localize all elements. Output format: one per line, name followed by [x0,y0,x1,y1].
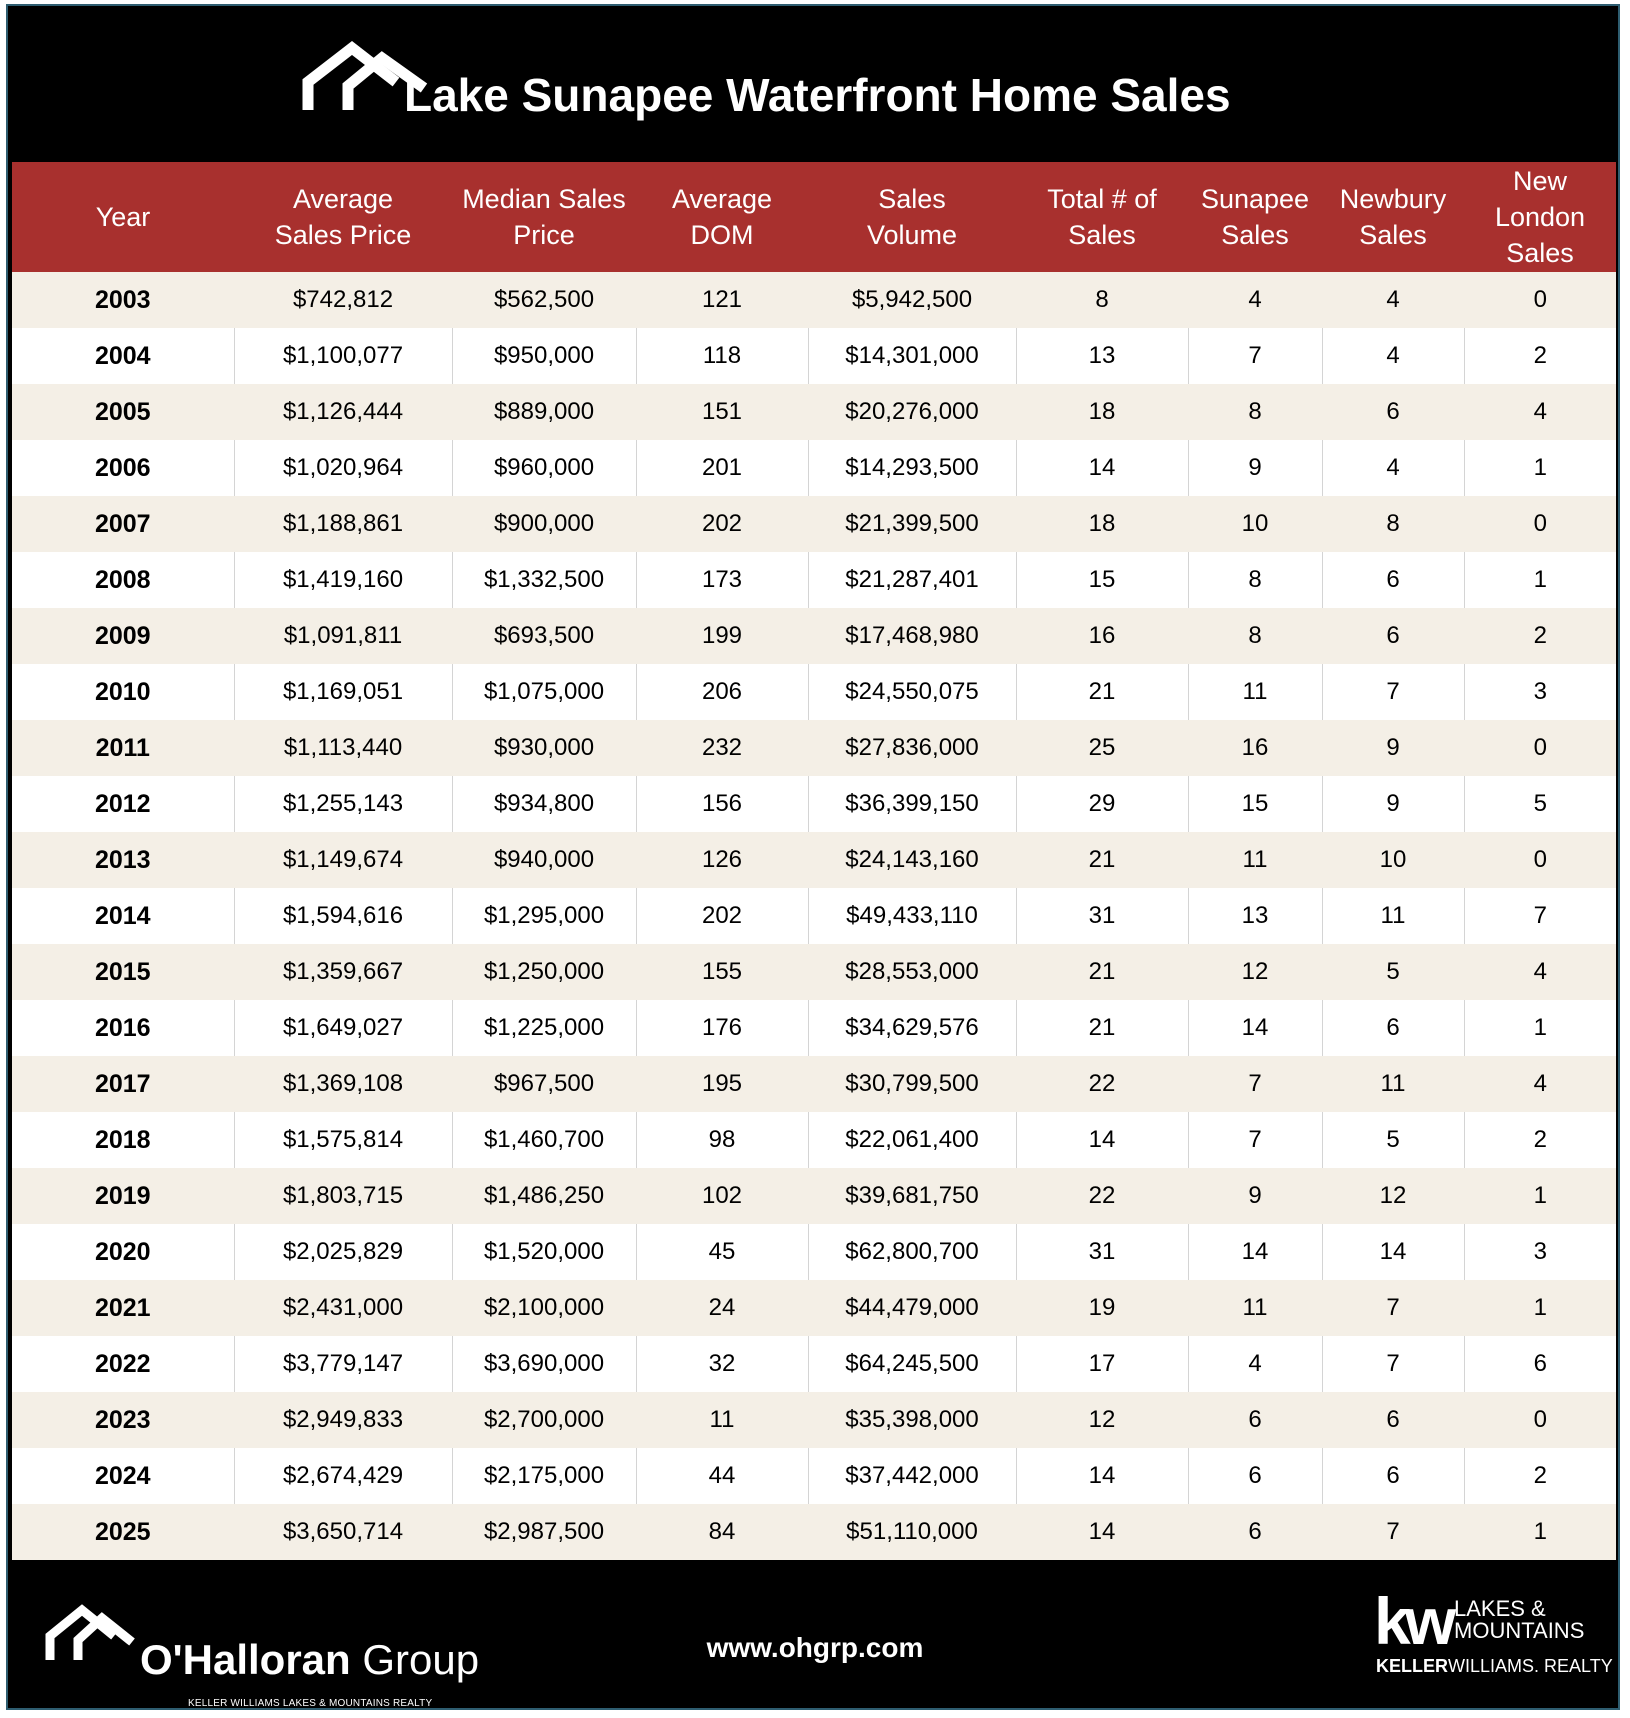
year-cell: 2010 [12,664,234,720]
year-cell: 2011 [12,720,234,776]
column-header-line: London [1494,202,1586,232]
table-cell: 7 [1188,328,1322,384]
table-cell: 0 [1464,1392,1616,1448]
table-cell: 232 [636,720,808,776]
table-cell: $14,293,500 [808,440,1016,496]
table-cell: 3 [1464,664,1616,720]
table-cell: $2,025,829 [234,1224,452,1280]
year-cell: 2021 [12,1280,234,1336]
website-link[interactable]: www.ohgrp.com [706,1632,924,1663]
table-cell: $1,594,616 [234,888,452,944]
table-cell: 6 [1188,1448,1322,1504]
column-header-line: Price [513,220,575,250]
table-cell: 16 [1016,608,1188,664]
year-cell: 2023 [12,1392,234,1448]
table-cell: 14 [1188,1000,1322,1056]
table-cell: 31 [1016,1224,1188,1280]
table-cell: $3,779,147 [234,1336,452,1392]
table-cell: $1,075,000 [452,664,636,720]
column-header-line: Total # of [1047,184,1157,214]
year-cell: 2018 [12,1112,234,1168]
column-header-line: Average [671,184,773,214]
column-header-line: Year [95,202,151,232]
table-cell: $742,812 [234,272,452,328]
table-cell: 14 [1016,1112,1188,1168]
table-cell: 12 [1322,1168,1464,1224]
table-cell: 14 [1322,1224,1464,1280]
table-cell: 6 [1322,1000,1464,1056]
table-cell: $2,431,000 [234,1280,452,1336]
table-cell: $1,520,000 [452,1224,636,1280]
table-cell: 11 [1322,1056,1464,1112]
kw-keller: KELLER [1376,1656,1448,1676]
table-row [12,1392,1616,1448]
table-cell: 14 [1016,1504,1188,1560]
table-cell: 10 [1188,496,1322,552]
table-cell: $1,149,674 [234,832,452,888]
brand-name-light: Group [350,1636,480,1683]
column-header-line: DOM [690,220,754,250]
sales-table [12,162,1616,1560]
table-cell: $1,332,500 [452,552,636,608]
table-row [12,1056,1616,1112]
table-row [12,888,1616,944]
table-cell: 2 [1464,1112,1616,1168]
table-cell: 126 [636,832,808,888]
table-cell: $1,575,814 [234,1112,452,1168]
table-cell: 173 [636,552,808,608]
table-cell: 1 [1464,1504,1616,1560]
table-row [12,1504,1616,1560]
table-header [12,162,1616,272]
table-cell: $44,479,000 [808,1280,1016,1336]
keller-williams-logo [1374,1584,1613,1688]
table-cell: $5,942,500 [808,272,1016,328]
year-cell: 2004 [12,328,234,384]
sales-report [6,4,1620,1710]
table-cell: 195 [636,1056,808,1112]
table-cell: $35,398,000 [808,1392,1016,1448]
report-footer [8,1562,1618,1710]
column-header [808,162,1016,272]
table-cell: 11 [1188,664,1322,720]
table-row [12,440,1616,496]
table-cell: $1,649,027 [234,1000,452,1056]
table-cell: $24,143,160 [808,832,1016,888]
table-row [12,328,1616,384]
table-cell: $1,225,000 [452,1000,636,1056]
table-cell: 98 [636,1112,808,1168]
brand-subtitle: KELLER WILLIAMS LAKES & MOUNTAINS REALTY [188,1698,433,1709]
kw-williams: WILLIAMS. REALTY [1448,1656,1613,1676]
table-cell: 8 [1188,384,1322,440]
table-cell: $1,020,964 [234,440,452,496]
table-cell: 199 [636,608,808,664]
table-cell: 1 [1464,1000,1616,1056]
table-cell: 21 [1016,832,1188,888]
table-cell: 7 [1322,664,1464,720]
table-cell: 1 [1464,1280,1616,1336]
kw-lakes: LAKES & [1454,1596,1546,1621]
table-cell: $39,681,750 [808,1168,1016,1224]
table-cell: 5 [1322,944,1464,1000]
year-cell: 2012 [12,776,234,832]
brand-name-bold: O'Halloran [140,1636,351,1683]
column-header-line: Sunapee [1200,184,1310,214]
year-cell: 2014 [12,888,234,944]
table-cell: $2,175,000 [452,1448,636,1504]
table-cell: 15 [1188,776,1322,832]
table-cell: 4 [1464,384,1616,440]
table-cell: 2 [1464,608,1616,664]
table-cell: 5 [1322,1112,1464,1168]
table-cell: $30,799,500 [808,1056,1016,1112]
table-cell: $562,500 [452,272,636,328]
table-cell: 202 [636,888,808,944]
table-cell: 15 [1016,552,1188,608]
year-cell: 2024 [12,1448,234,1504]
header-row [12,162,1616,272]
kw-lakes-mountains [1454,1598,1584,1642]
table-cell: 22 [1016,1056,1188,1112]
table-cell: $36,399,150 [808,776,1016,832]
column-header-line: Sales [1359,220,1427,250]
table-cell: 16 [1188,720,1322,776]
year-cell: 2006 [12,440,234,496]
year-cell: 2013 [12,832,234,888]
table-row [12,1336,1616,1392]
column-header-line: Average [292,184,394,214]
year-cell: 2003 [12,272,234,328]
table-cell: $22,061,400 [808,1112,1016,1168]
table-cell: $960,000 [452,440,636,496]
column-header [1188,162,1322,272]
table-cell: $889,000 [452,384,636,440]
page-title: Lake Sunapee Waterfront Home Sales [404,69,1231,121]
table-cell: 0 [1464,272,1616,328]
table-cell: $2,987,500 [452,1504,636,1560]
table-cell: $1,091,811 [234,608,452,664]
year-cell: 2007 [12,496,234,552]
table-cell: $28,553,000 [808,944,1016,1000]
table-row [12,1168,1616,1224]
table-cell: $51,110,000 [808,1504,1016,1560]
table-cell: $950,000 [452,328,636,384]
kw-mountains: MOUNTAINS [1454,1618,1585,1643]
year-cell: 2009 [12,608,234,664]
table-cell: 7 [1322,1336,1464,1392]
column-header [1322,162,1464,272]
table-cell: 9 [1322,776,1464,832]
table-row [12,832,1616,888]
table-cell: $1,188,861 [234,496,452,552]
table-cell: 5 [1464,776,1616,832]
table-cell: 1 [1464,440,1616,496]
column-header-line: Newbury [1339,184,1447,214]
table-cell: 202 [636,496,808,552]
column-header [1016,162,1188,272]
table-cell: 0 [1464,496,1616,552]
table-cell: 3 [1464,1224,1616,1280]
table-cell: $21,287,401 [808,552,1016,608]
table-cell: 102 [636,1168,808,1224]
table-row [12,664,1616,720]
table-cell: $1,169,051 [234,664,452,720]
table-cell: $62,800,700 [808,1224,1016,1280]
table-cell: 84 [636,1504,808,1560]
table-cell: 121 [636,272,808,328]
table-cell: 13 [1016,328,1188,384]
table-cell: 201 [636,440,808,496]
table-cell: 11 [1188,832,1322,888]
report-header [8,6,1618,161]
table-cell: 32 [636,1336,808,1392]
column-header-line: Sales [1221,220,1289,250]
table-cell: 29 [1016,776,1188,832]
column-header-line: Median Sales [462,184,626,214]
table-cell: 1 [1464,1168,1616,1224]
table-cell: $1,113,440 [234,720,452,776]
table-cell: 4 [1464,944,1616,1000]
table-cell: $2,100,000 [452,1280,636,1336]
table-cell: 6 [1322,608,1464,664]
table-cell: 14 [1188,1224,1322,1280]
column-header-line: Volume [866,220,958,250]
table-row [12,1448,1616,1504]
table-cell: 14 [1016,1448,1188,1504]
year-cell: 2022 [12,1336,234,1392]
table-cell: 12 [1016,1392,1188,1448]
table-cell: 19 [1016,1280,1188,1336]
table-cell: 151 [636,384,808,440]
table-cell: 11 [1188,1280,1322,1336]
table-cell: 7 [1322,1280,1464,1336]
table-cell: $1,359,667 [234,944,452,1000]
table-cell: 176 [636,1000,808,1056]
kw-realty [1376,1656,1613,1677]
table-cell: 4 [1322,440,1464,496]
table-cell: 8 [1188,608,1322,664]
table-cell: 6 [1322,384,1464,440]
column-header [452,162,636,272]
table-cell: $2,674,429 [234,1448,452,1504]
table-cell: 21 [1016,944,1188,1000]
table-cell: 25 [1016,720,1188,776]
table-cell: $967,500 [452,1056,636,1112]
table-cell: 7 [1464,888,1616,944]
table-cell: 13 [1188,888,1322,944]
table-row [12,552,1616,608]
table-cell: 17 [1016,1336,1188,1392]
table-row [12,1000,1616,1056]
table-cell: $1,295,000 [452,888,636,944]
table-cell: 9 [1188,440,1322,496]
table-cell: $14,301,000 [808,328,1016,384]
table-cell: 21 [1016,664,1188,720]
table-cell: $20,276,000 [808,384,1016,440]
table-cell: 45 [636,1224,808,1280]
table-cell: 21 [1016,1000,1188,1056]
table-cell: 0 [1464,720,1616,776]
table-cell: 8 [1016,272,1188,328]
table-cell: $1,460,700 [452,1112,636,1168]
table-cell: 4 [1188,272,1322,328]
table-cell: $2,700,000 [452,1392,636,1448]
table-cell: 6 [1188,1504,1322,1560]
table-row [12,1224,1616,1280]
table-cell: $49,433,110 [808,888,1016,944]
year-cell: 2025 [12,1504,234,1560]
table-cell: 0 [1464,832,1616,888]
table-cell: $1,255,143 [234,776,452,832]
table-cell: 31 [1016,888,1188,944]
table-cell: $3,650,714 [234,1504,452,1560]
table-cell: 7 [1188,1112,1322,1168]
kw-mark: kw [1374,1584,1451,1658]
table-row [12,608,1616,664]
table-cell: 2 [1464,328,1616,384]
table-cell: $693,500 [452,608,636,664]
table-cell: $1,126,444 [234,384,452,440]
table-cell: $34,629,576 [808,1000,1016,1056]
table-row [12,1280,1616,1336]
table-cell: 14 [1016,440,1188,496]
table-cell: 44 [636,1448,808,1504]
year-cell: 2015 [12,944,234,1000]
table-cell: 7 [1188,1056,1322,1112]
table-row [12,384,1616,440]
table-cell: 11 [636,1392,808,1448]
table-cell: $24,550,075 [808,664,1016,720]
table-row [12,720,1616,776]
table-cell: 8 [1188,552,1322,608]
table-cell: 4 [1322,328,1464,384]
table-cell: 6 [1188,1392,1322,1448]
column-header-line: Sales [878,184,946,214]
table-cell: $1,250,000 [452,944,636,1000]
table-cell: 7 [1322,1504,1464,1560]
year-cell: 2020 [12,1224,234,1280]
table-cell: 2 [1464,1448,1616,1504]
table-cell: 6 [1322,1448,1464,1504]
table-cell: 11 [1322,888,1464,944]
table-cell: 6 [1322,552,1464,608]
table-cell: 156 [636,776,808,832]
table-cell: $21,399,500 [808,496,1016,552]
table-cell: 4 [1464,1056,1616,1112]
table-cell: $1,486,250 [452,1168,636,1224]
column-header-line: Sales [1068,220,1136,250]
table-row [12,496,1616,552]
table-cell: $1,419,160 [234,552,452,608]
table-cell: 10 [1322,832,1464,888]
table-cell: 155 [636,944,808,1000]
table-row [12,776,1616,832]
table-row [12,944,1616,1000]
table-cell: 9 [1188,1168,1322,1224]
table-cell: $2,949,833 [234,1392,452,1448]
table-body [12,272,1616,1560]
table-cell: $930,000 [452,720,636,776]
table-cell: 24 [636,1280,808,1336]
column-header [1464,162,1616,272]
table-cell: 12 [1188,944,1322,1000]
column-header [636,162,808,272]
table-cell: $37,442,000 [808,1448,1016,1504]
table-cell: 18 [1016,496,1188,552]
table-row [12,1112,1616,1168]
year-cell: 2019 [12,1168,234,1224]
table-cell: 6 [1322,1392,1464,1448]
table-cell: $64,245,500 [808,1336,1016,1392]
column-header [12,162,234,272]
table-cell: 22 [1016,1168,1188,1224]
year-cell: 2017 [12,1056,234,1112]
column-header-line: Sales Price [274,220,412,250]
table-cell: $1,369,108 [234,1056,452,1112]
table-cell: 4 [1188,1336,1322,1392]
table-cell: 4 [1322,272,1464,328]
table-cell: $27,836,000 [808,720,1016,776]
table-cell: $900,000 [452,496,636,552]
column-header-line: Sales [1506,238,1574,268]
table-cell: $17,468,980 [808,608,1016,664]
table-cell: 1 [1464,552,1616,608]
table-cell: 9 [1322,720,1464,776]
year-cell: 2016 [12,1000,234,1056]
table-row [12,272,1616,328]
year-cell: 2005 [12,384,234,440]
table-cell: $3,690,000 [452,1336,636,1392]
table-cell: 8 [1322,496,1464,552]
table-cell: $1,803,715 [234,1168,452,1224]
column-header-line: New [1512,166,1567,196]
table-cell: 118 [636,328,808,384]
table-cell: $940,000 [452,832,636,888]
table-cell: $934,800 [452,776,636,832]
column-header [234,162,452,272]
sales-table-container [12,162,1616,1560]
table-cell: 206 [636,664,808,720]
table-cell: 6 [1464,1336,1616,1392]
table-cell: 18 [1016,384,1188,440]
year-cell: 2008 [12,552,234,608]
table-cell: $1,100,077 [234,328,452,384]
